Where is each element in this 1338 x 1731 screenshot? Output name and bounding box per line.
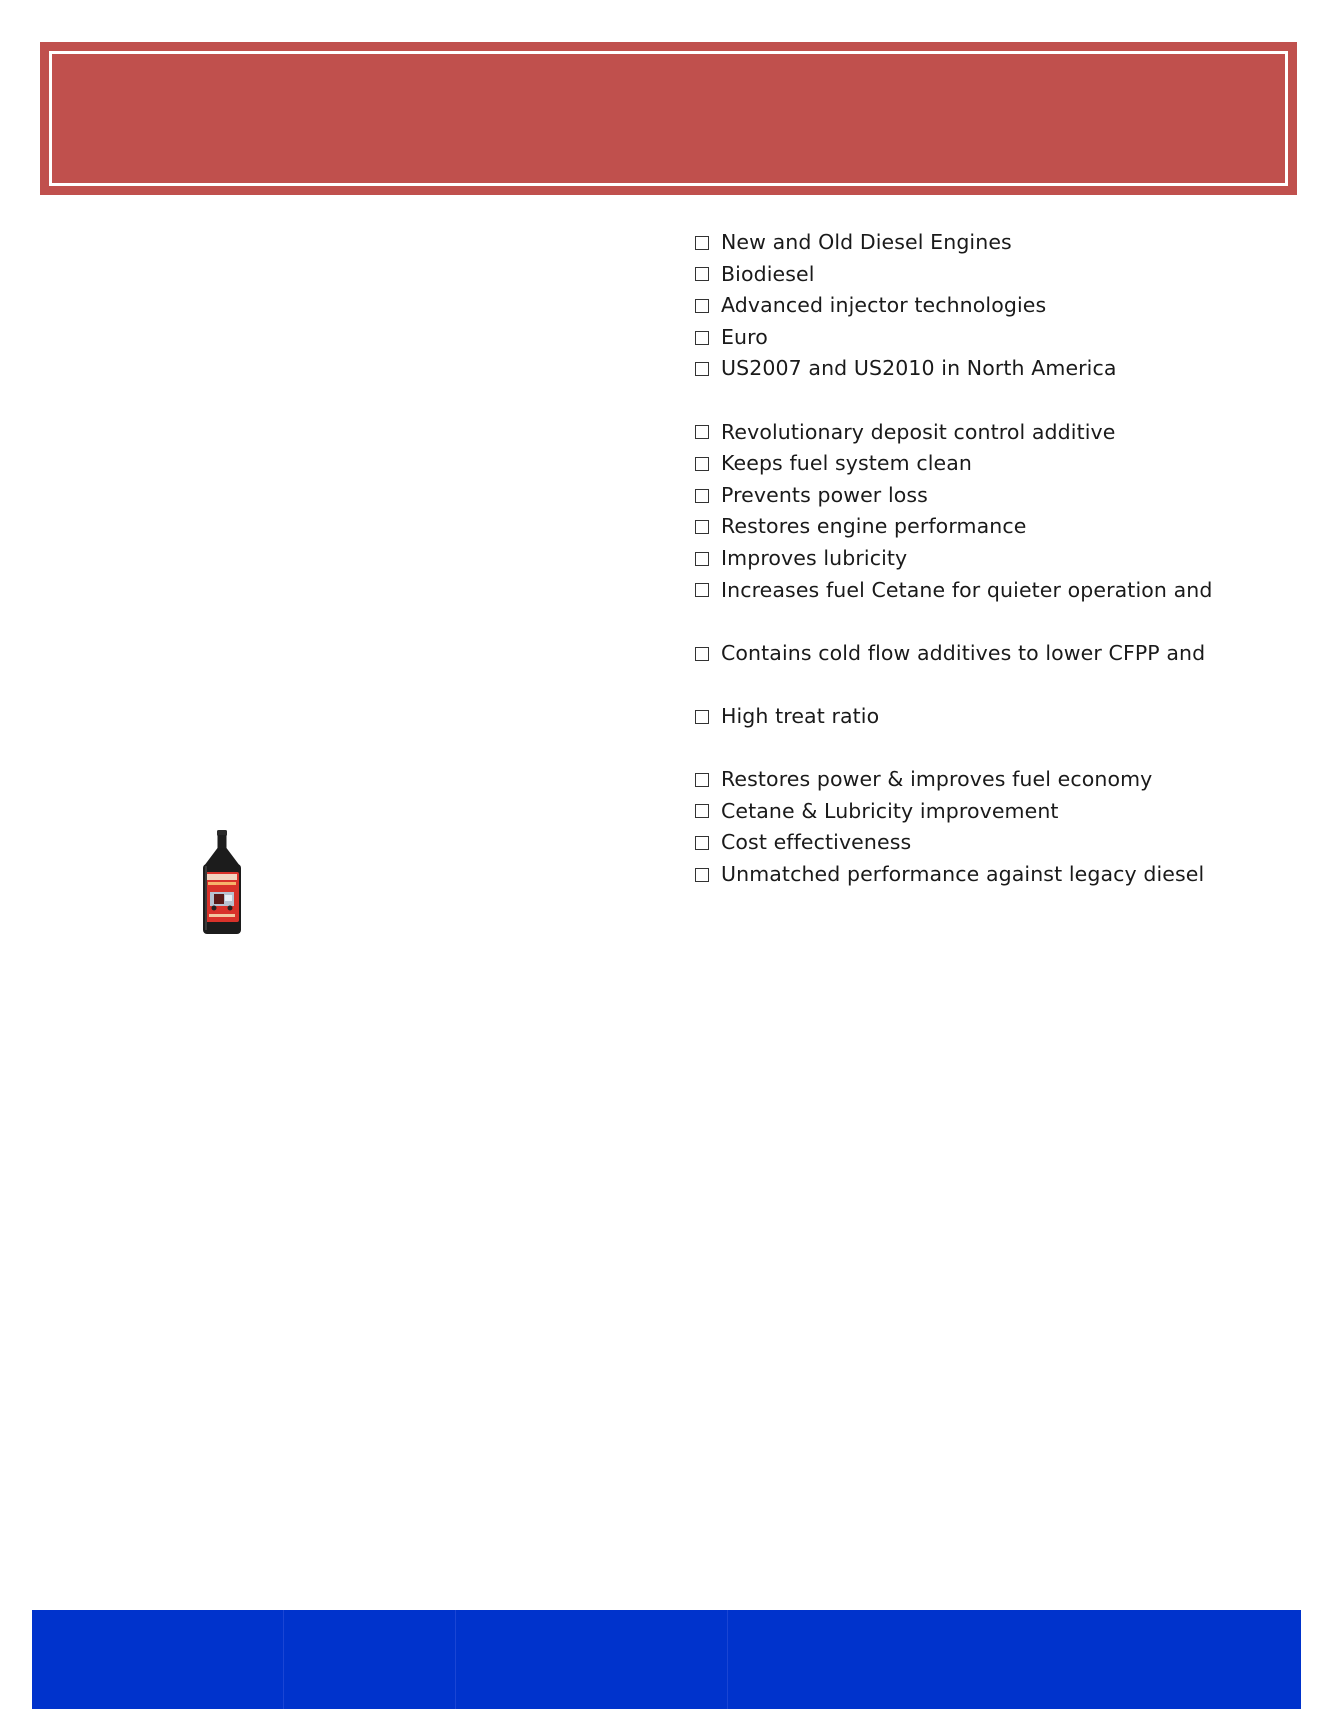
checkbox-icon [695,773,709,787]
feature-item: Contains cold flow additives to lower CFPP and [693,638,1313,670]
list-spacer [693,669,1313,701]
checkbox-icon [695,520,709,534]
checkbox-icon [695,362,709,376]
checkbox-icon [695,583,709,597]
header-banner [40,42,1297,195]
feature-item: Unmatched performance against legacy diesel [693,859,1313,891]
checkbox-icon [695,647,709,661]
feature-item: Biodiesel [693,259,1313,291]
checkbox-icon [695,425,709,439]
checkbox-icon [695,457,709,471]
product-bottle-image [200,830,244,936]
checkbox-icon [695,331,709,345]
feature-item: Increases fuel Cetane for quieter operation and [693,575,1313,607]
checkbox-icon [695,836,709,850]
list-spacer [693,733,1313,765]
checkbox-icon [695,236,709,250]
feature-item: Restores power & improves fuel economy [693,764,1313,796]
checkbox-icon [695,267,709,281]
checkbox-icon [695,489,709,503]
checkbox-icon [695,804,709,818]
feature-item: Cetane & Lubricity improvement [693,796,1313,828]
footer-seam [455,1610,456,1709]
feature-item: Improves lubricity [693,543,1313,575]
feature-item: Keeps fuel system clean [693,448,1313,480]
footer-seam [283,1610,284,1709]
checkbox-icon [695,710,709,724]
feature-item: Euro [693,322,1313,354]
feature-item: Restores engine performance [693,511,1313,543]
footer-seam [727,1610,728,1709]
feature-list [693,227,1313,890]
feature-item: New and Old Diesel Engines [693,227,1313,259]
feature-item: US2007 and US2010 in North America [693,353,1313,385]
checkbox-icon [695,868,709,882]
checkbox-icon [695,299,709,313]
header-inner-border [49,51,1288,186]
list-spacer [693,606,1313,638]
feature-item: High treat ratio [693,701,1313,733]
feature-item: Cost effectiveness [693,827,1313,859]
footer-band [32,1610,1301,1709]
bottle-icon [200,830,244,936]
checkbox-icon [695,552,709,566]
feature-item: Advanced injector technologies [693,290,1313,322]
feature-item: Revolutionary deposit control additive [693,417,1313,449]
list-spacer [693,385,1313,417]
feature-item: Prevents power loss [693,480,1313,512]
